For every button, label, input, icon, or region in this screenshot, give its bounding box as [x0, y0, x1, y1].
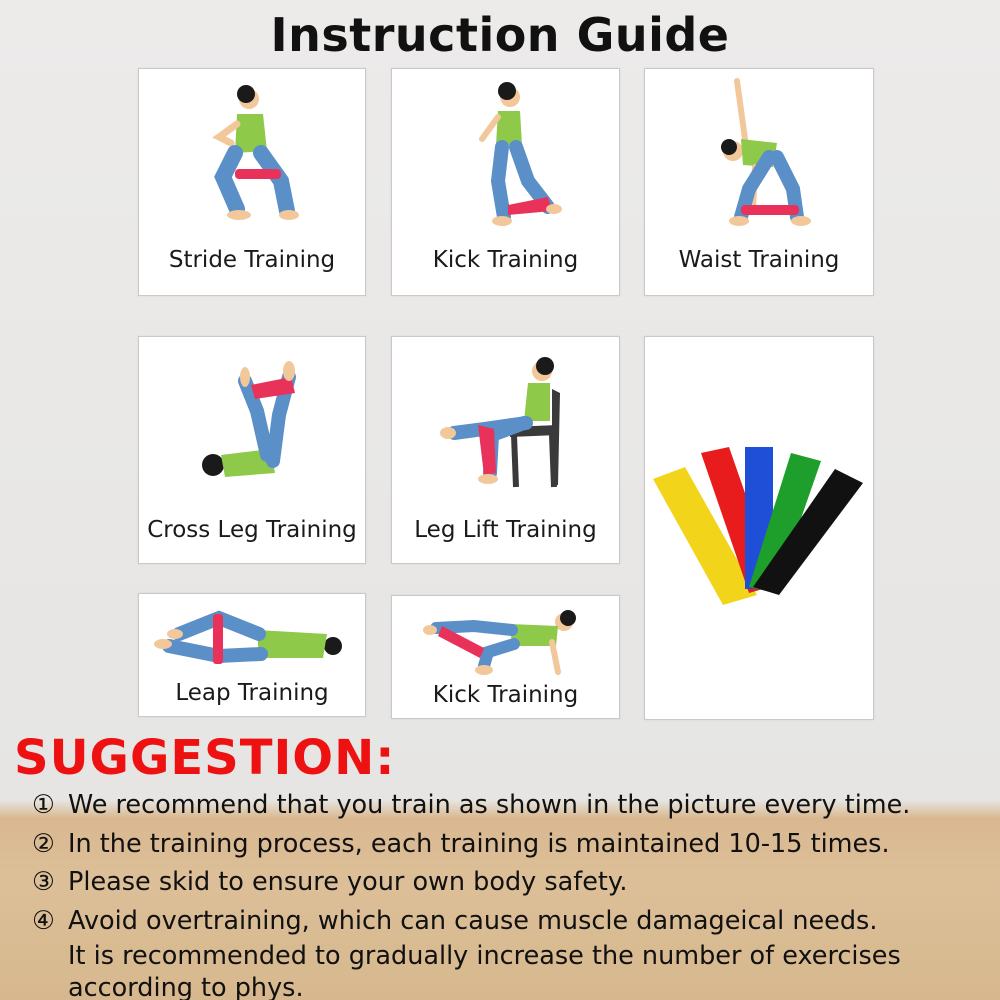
- card-resistance-bands: [644, 336, 874, 720]
- tip-item: [32, 863, 992, 902]
- card-leap-training: [138, 593, 366, 717]
- card-kick-training: [391, 68, 620, 296]
- card-stride-training: [138, 68, 366, 296]
- tip-text: In the training process, each training is maintained 10-15 times.: [68, 828, 890, 859]
- card-label: Kick Training: [432, 247, 579, 273]
- card-leg-lift-training: [391, 336, 620, 564]
- tip-number: ④: [32, 905, 55, 936]
- card-label: Waist Training: [678, 247, 840, 273]
- card-cross-leg-training: [138, 336, 366, 564]
- tip-continuation-line: It is recommended to gradually increase the number of exercises: [68, 941, 901, 971]
- card-label: Cross Leg Training: [147, 517, 357, 543]
- tip-number: ①: [32, 790, 55, 820]
- card-kick-training-2: [391, 595, 620, 719]
- tip-text: Please skid to ensure your own body safety.: [68, 867, 628, 897]
- tip-item: [32, 786, 992, 825]
- suggestion-heading: SUGGESTION:: [14, 730, 396, 786]
- card-label: Kick Training: [432, 682, 579, 708]
- card-label: Stride Training: [168, 247, 336, 273]
- suggestion-list: [32, 786, 992, 1000]
- page-title: Instruction Guide: [270, 8, 730, 62]
- card-waist-training: [644, 68, 874, 296]
- tip-item: [32, 825, 992, 864]
- tip-number: ②: [32, 828, 55, 859]
- card-label: Leap Training: [175, 680, 329, 706]
- tip-continuation-line: according to phys.: [68, 973, 304, 1000]
- tip-number: ③: [32, 867, 55, 897]
- card-label: Leg Lift Training: [414, 517, 597, 543]
- resistance-bands-image: [645, 337, 875, 721]
- tip-text: Avoid overtraining, which can cause muscle damageical needs.: [68, 905, 878, 936]
- tip-item: [32, 902, 992, 941]
- tip-text: We recommend that you train as shown in the picture every time.: [68, 790, 911, 820]
